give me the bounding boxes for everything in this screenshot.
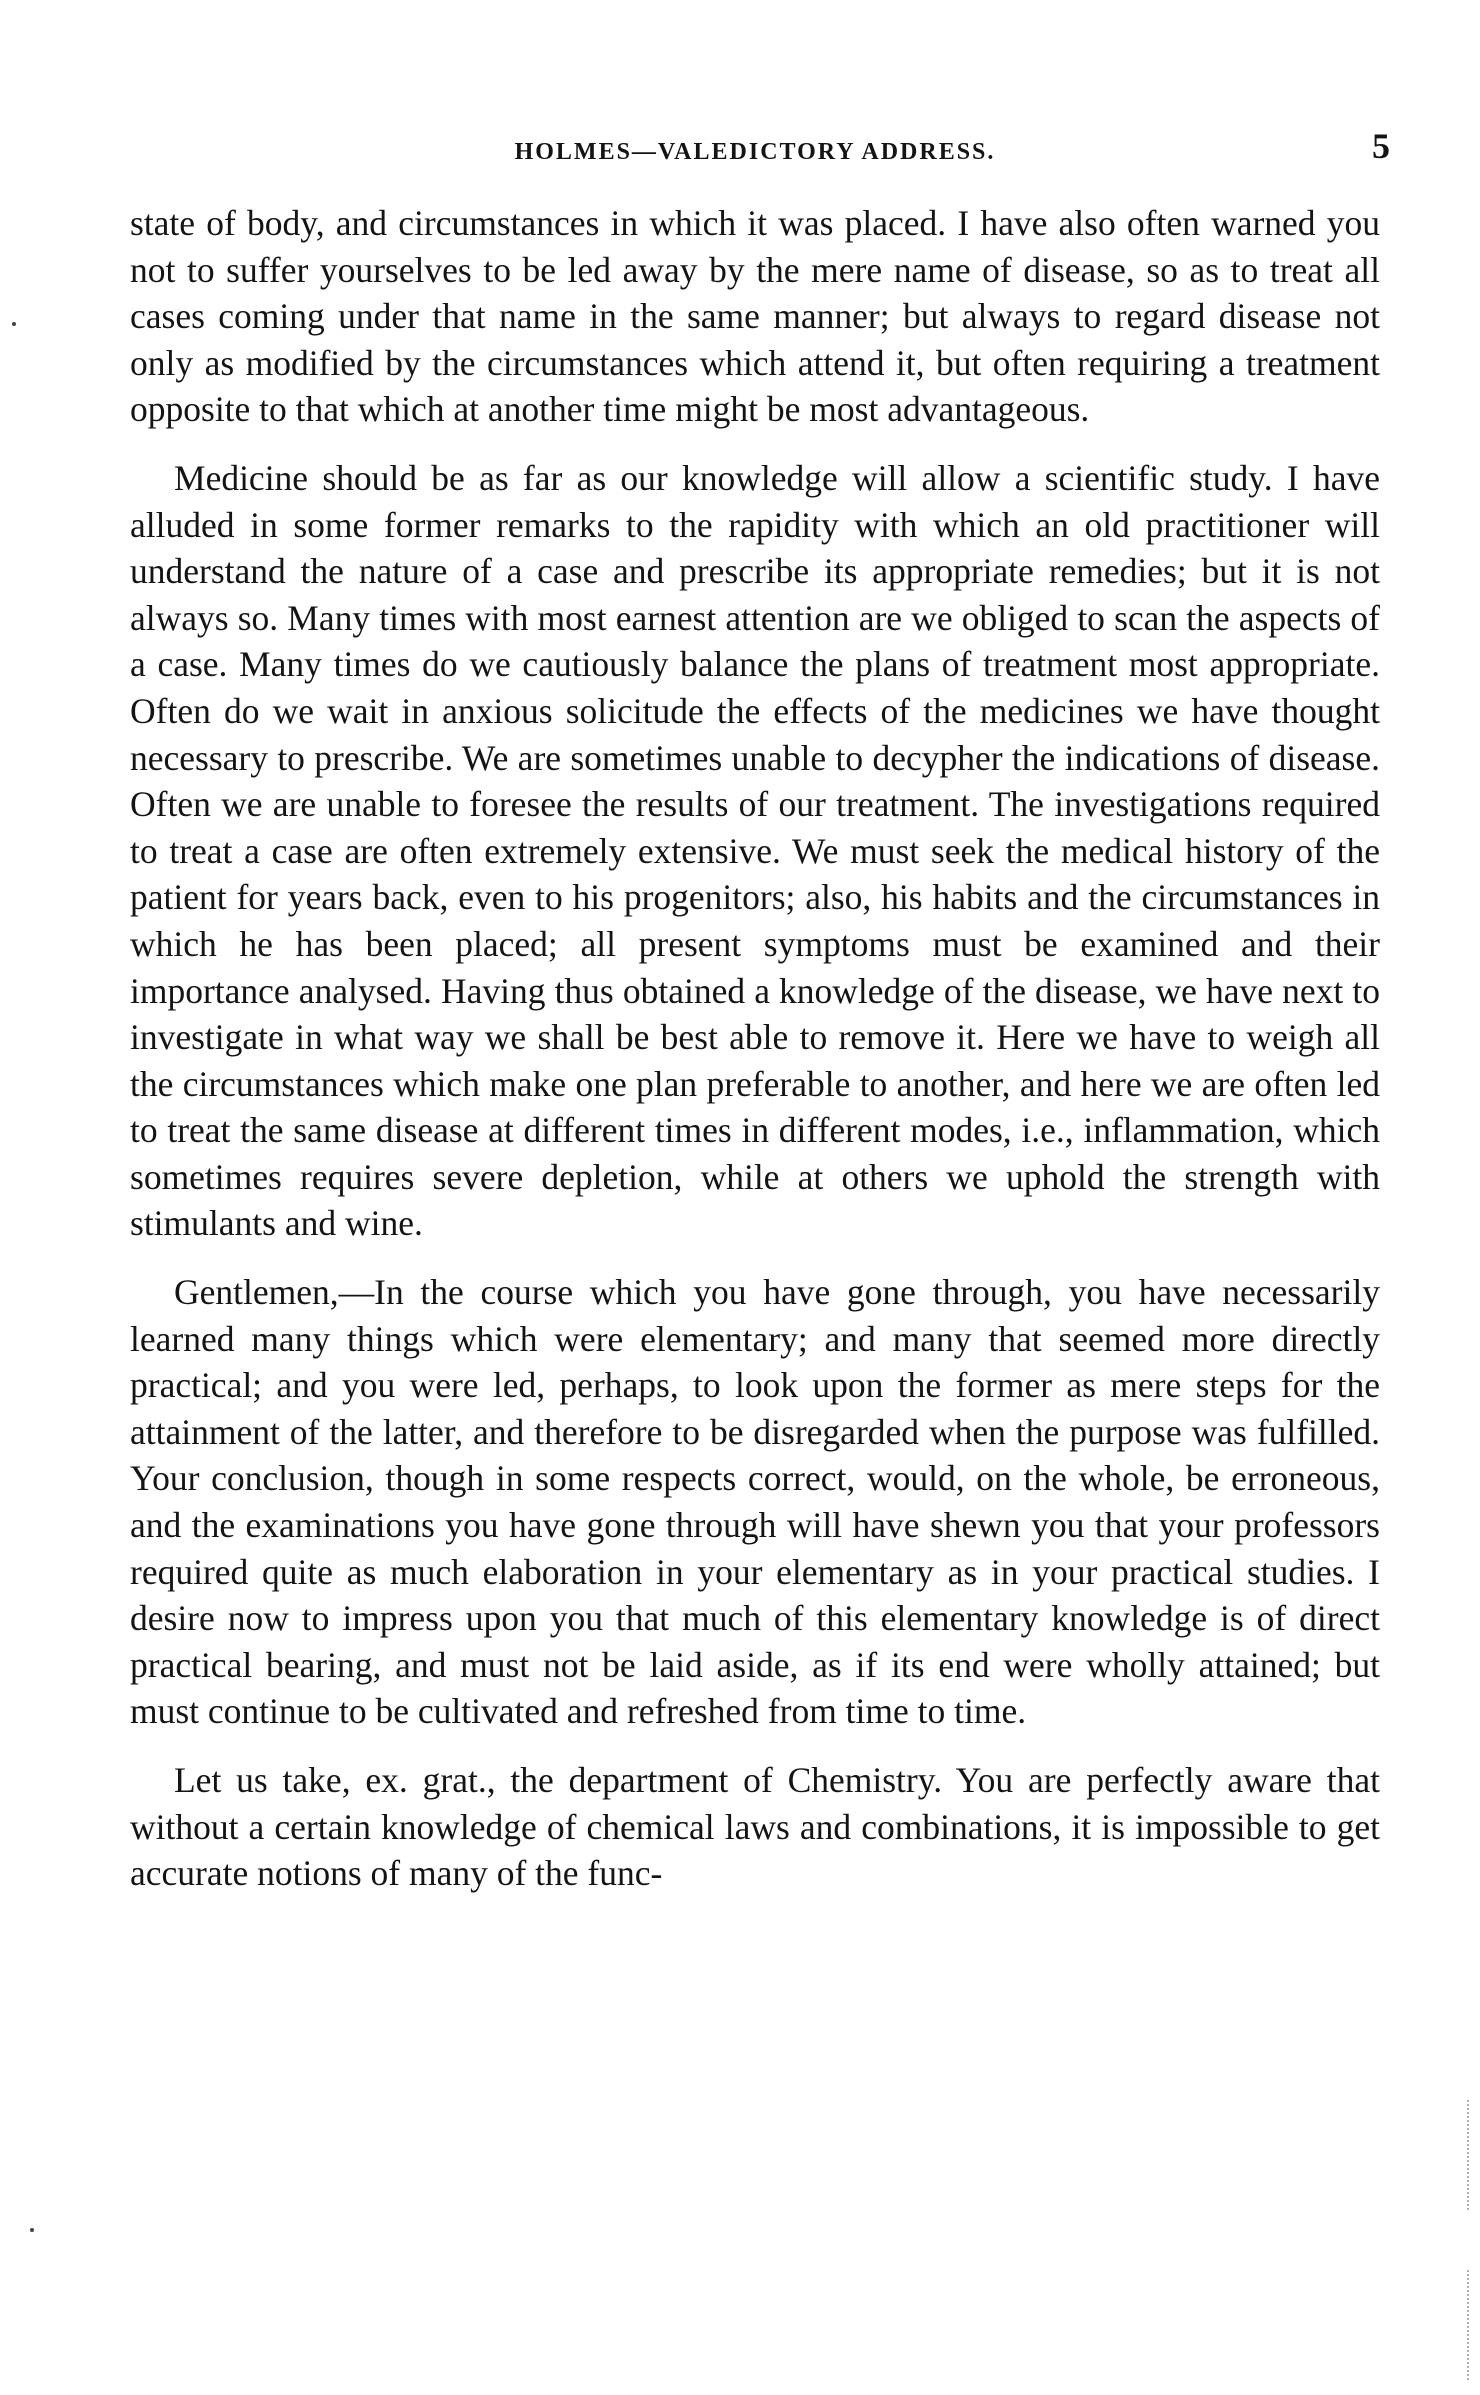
scan-edge-dots-upper (1467, 2100, 1472, 2210)
paragraph-gentlemen: Gentlemen,—In the course which you have gone through, you have necessarily learned many things which were elementary; and many that seemed more directly practical; and you were led, perhaps, to look upon the former as mere steps for the attainment of the latter, and therefore to be disregarded when the purpose was fulfilled. Your conclusion, though in some respects correct, would, on the whole, be erroneous, and the examinations you have gone through will have shewn you that your professors required quite as much elaboration in your elementary as in your practical studies. I desire now to impress upon you that much of this elementary knowledge is of direct practical bearing, and must not be laid aside, as if its end were wholly attained; but must continue to be cultivated and refreshed from time to time. (130, 1272, 1380, 1732)
scan-speck-bottom (30, 2228, 34, 2232)
running-title: HOLMES—VALEDICTORY ADDRESS. (514, 139, 996, 165)
scan-edge-dots-lower (1467, 2270, 1472, 2380)
paragraph-continued: state of body, and circumstances in which it was placed. I have also often warned you not to suffer yourselves to be led away by the mere name of disease, so as to treat all cases coming under that name in the same manner; but always to regard disease not only as modified by the circumstances which attend it, but often requiring a treatment opposite to that which at another time might be most advantageous. (130, 203, 1380, 430)
body-text (130, 200, 1380, 1919)
running-head (130, 126, 1390, 174)
paragraph-medicine: Medicine should be as far as our knowledge will allow a scientific study. I have alluded in some former remarks to the rapidity with which an old practitioner will understand the nature of a case and prescribe its appropriate remedies; but it is not always so. Many times with most earnest attention are we obliged to scan the aspects of a case. Many times do we cautiously balance the plans of treatment most appropriate. Often do we wait in anxious solicitude the effects of the medicines we have thought necessary to prescribe. We are sometimes unable to decypher the indications of disease. Often we are unable to foresee the results of our treatment. The investigations required to treat a case are often extremely extensive. We must seek the medical history of the patient for years back, even to his progenitors; also, his habits and the circumstances in which he has been placed; all present symptoms must be examined and their importance analysed. Having thus obtained a knowledge of the disease, we have next to investigate in what way we shall be best able to remove it. Here we have to weigh all the circumstances which make one plan preferable to another, and here we are often led to treat the same disease at different times in different modes, i.e., inflammation, which sometimes requires severe depletion, while at others we uphold the strength with stimulants and wine. (130, 457, 1380, 1244)
scan-speck-left (12, 322, 16, 326)
page-number: 5 (1372, 126, 1390, 166)
paragraph-chemistry: Let us take, ex. grat., the department of Chemistry. You are perfectly aware that without a certain knowledge of chemical laws and combinations, it is impossible to get accurate notions of many of the func- (130, 1760, 1380, 1894)
